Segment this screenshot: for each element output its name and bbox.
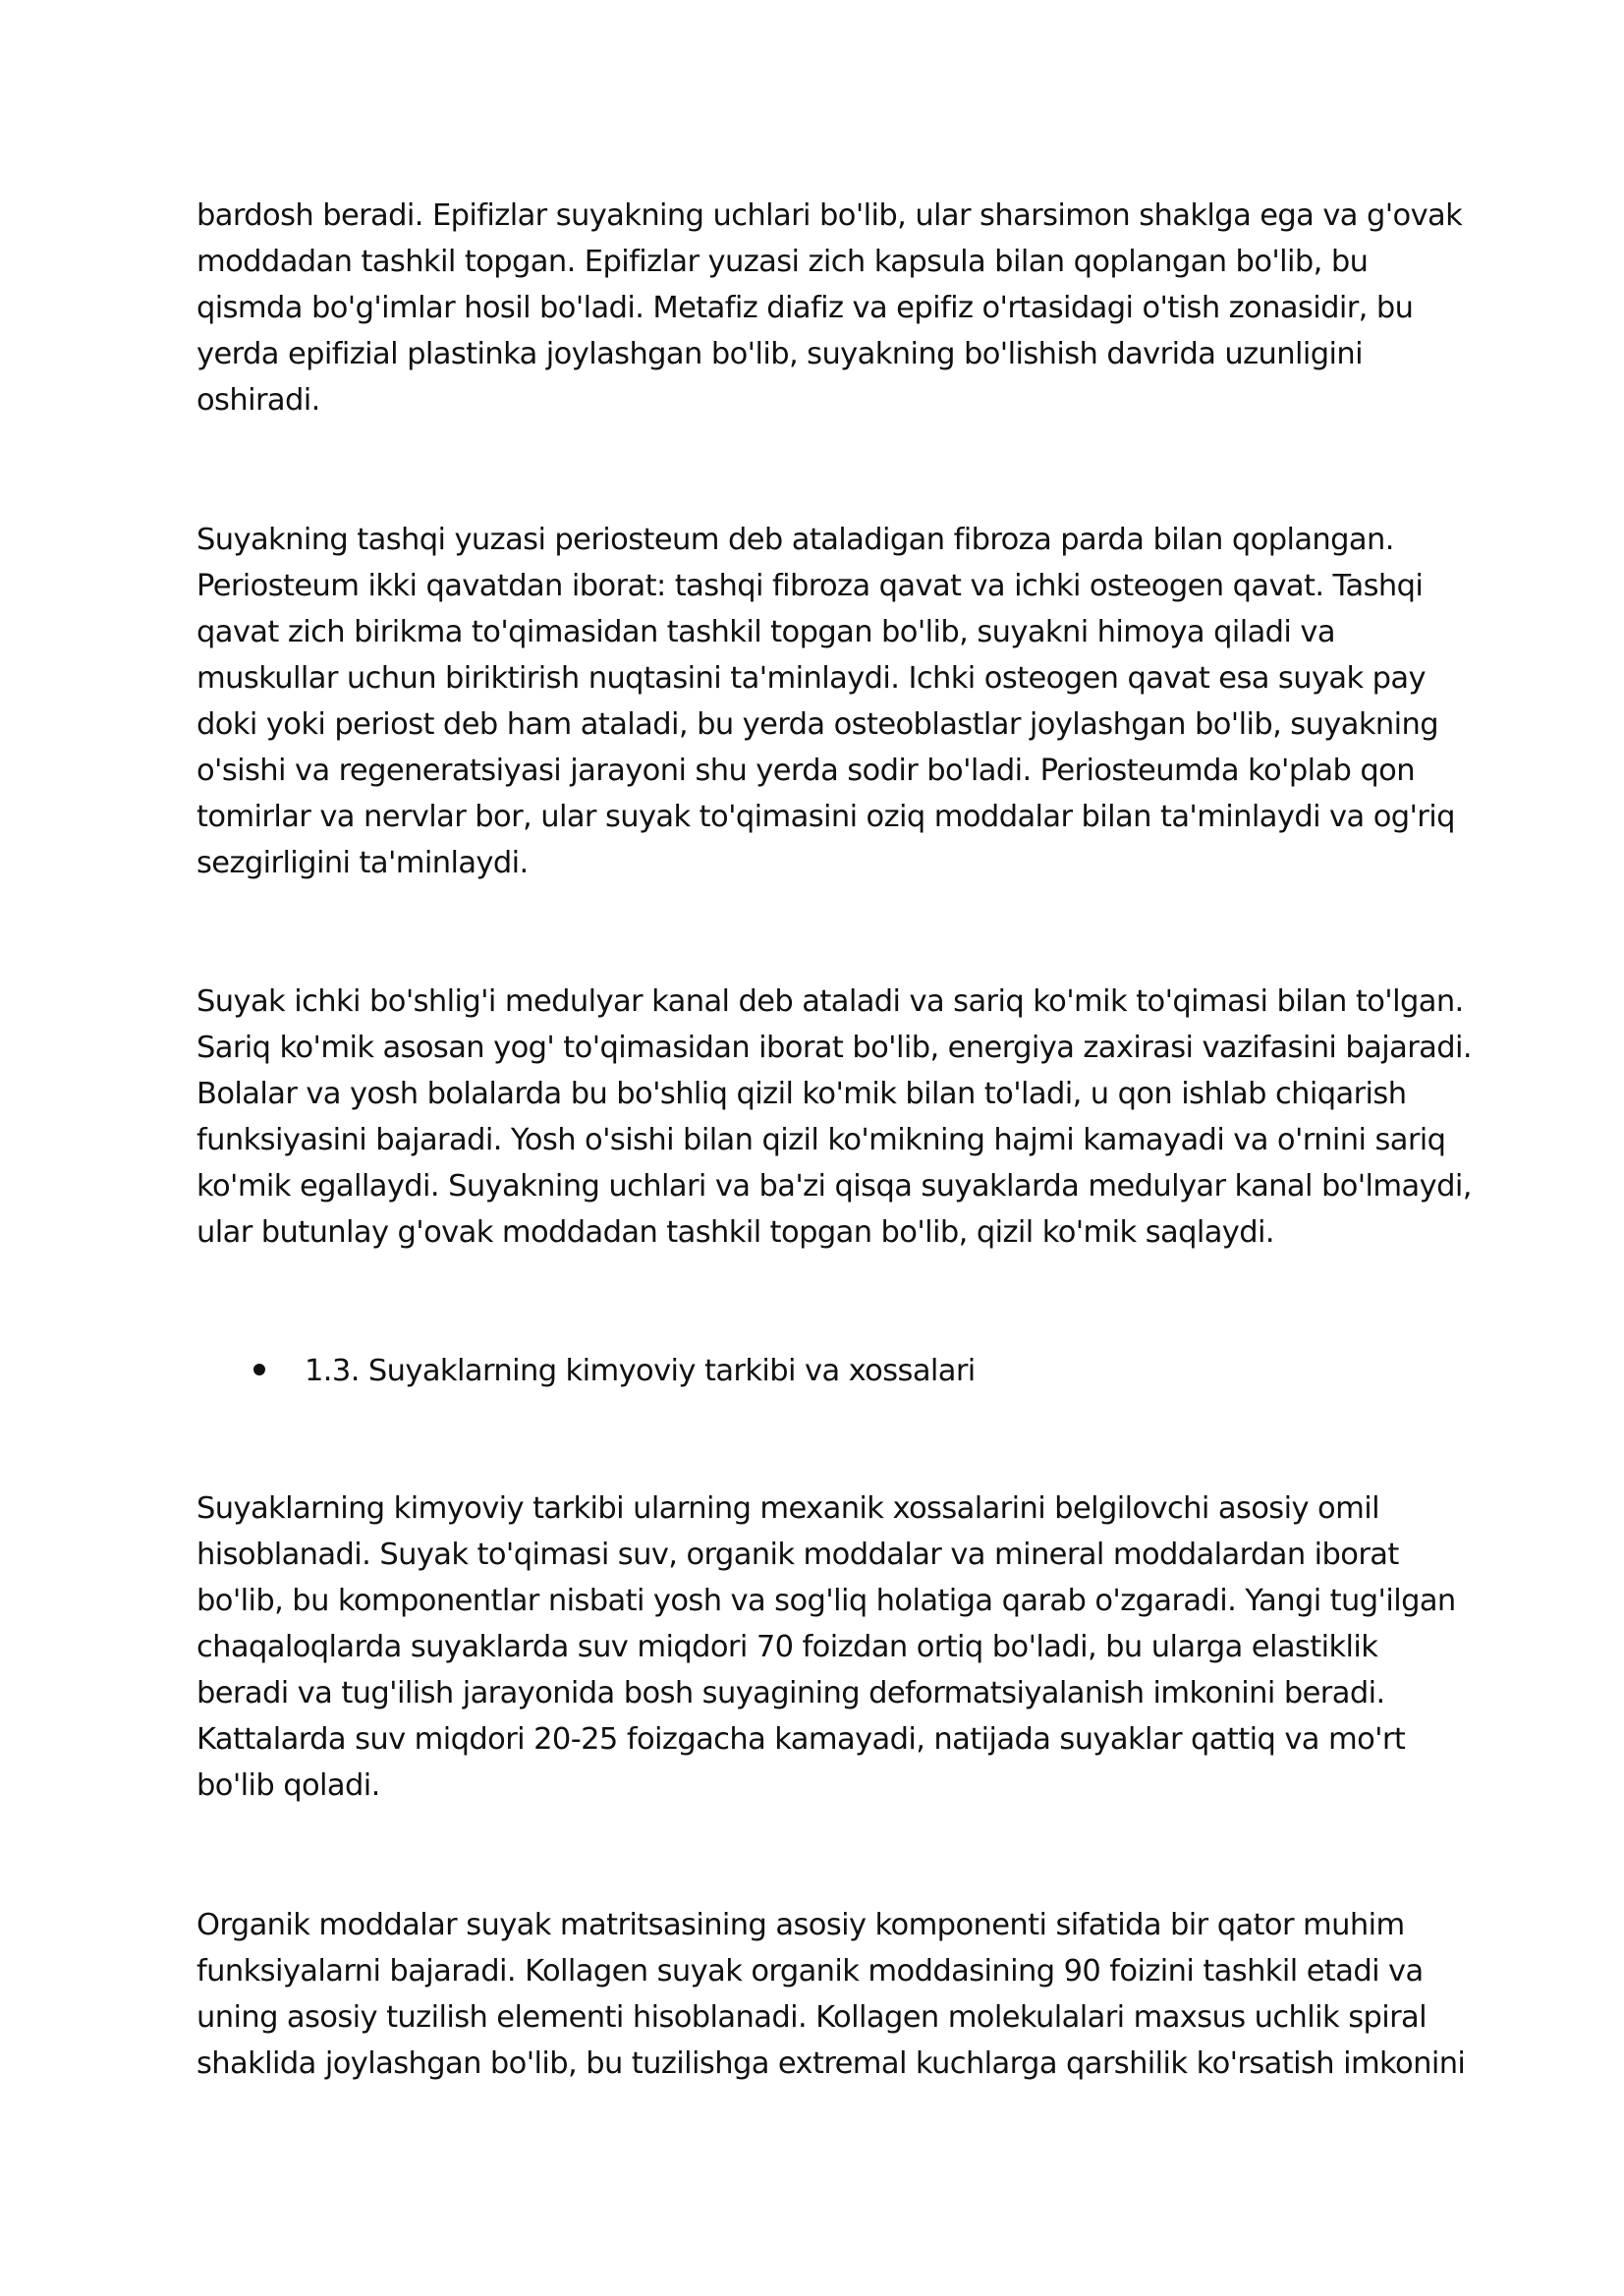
text-line: uning asosiy tuzilish elementi hisoblanadi. Kollagen molekulalari maxsus uchlik spiral <box>196 2000 1428 2035</box>
text-line: ko'mik egallaydi. Suyakning uchlari va ba'zi qisqa suyaklarda medulyar kanal bo'lmaydi, <box>196 1169 1472 1204</box>
text-line: bo'lib qoladi. <box>196 1768 380 1803</box>
paragraph-kimyoviy-tarkib <box>196 1485 1456 1809</box>
text-line: bardosh beradi. Epifizlar suyakning uchlari bo'lib, ular sharsimon shaklga ega va g'ovak <box>196 198 1463 233</box>
text-line: hisoblanadi. Suyak to'qimasi suv, organik moddalar va mineral moddalardan iborat <box>196 1538 1399 1572</box>
paragraph-organik-moddalar <box>196 1902 1465 2087</box>
text-line: chaqaloqlarda suyaklarda suv miqdori 70 foizdan ortiq bo'ladi, bu ularga elastiklik <box>196 1630 1378 1664</box>
text-line: Organik moddalar suyak matritsasining asosiy komponenti sifatida bir qator muhim <box>196 1908 1405 1942</box>
section-heading-text: 1.3. Suyaklarning kimyoviy tarkibi va xossalari <box>305 1354 976 1388</box>
paragraph-medulyar-kanal <box>196 979 1472 1256</box>
text-line: tomirlar va nervlar bor, ular suyak to'qimasini oziq moddalar bilan ta'minlaydi va og'riq <box>196 800 1455 834</box>
text-line: bo'lib, bu komponentlar nisbati yosh va sog'liq holatiga qarab o'zgaradi. Yangi tug'ilgan <box>196 1584 1456 1618</box>
text-line: qismda bo'g'imlar hosil bo'ladi. Metafiz diafiz va epifiz o'rtasidagi o'tish zonasidir, bu <box>196 291 1414 325</box>
text-line: Suyak ichki bo'shlig'i medulyar kanal deb ataladi va sariq ko'mik to'qimasi bilan to'lgan. <box>196 984 1464 1019</box>
text-line: yerda epifizial plastinka joylashgan bo'lib, suyakning bo'lishish davrida uzunligini <box>196 337 1363 371</box>
text-line: beradi va tug'ilish jarayonida bosh suyagining deformatsiyalanish imkonini beradi. <box>196 1676 1385 1710</box>
text-line: o'sishi va regeneratsiyasi jarayoni shu yerda sodir bo'ladi. Periosteumda ko'plab qon <box>196 754 1415 788</box>
bullet-icon <box>253 1364 265 1375</box>
text-line: muskullar uchun biriktirish nuqtasini ta'minlaydi. Ichki osteogen qavat esa suyak pay <box>196 661 1426 696</box>
text-line: Periosteum ikki qavatdan iborat: tashqi fibroza qavat va ichki osteogen qavat. Tashqi <box>196 569 1424 603</box>
text-line: oshiradi. <box>196 383 320 418</box>
text-line: funksiyalarni bajaradi. Kollagen suyak organik moddasining 90 foizini tashkil etadi va <box>196 1954 1424 1988</box>
text-line: Suyakning tashqi yuzasi periosteum deb ataladigan fibroza parda bilan qoplangan. <box>196 523 1394 557</box>
text-line: moddadan tashkil topgan. Epifizlar yuzasi zich kapsula bilan qoplangan bo'lib, bu <box>196 245 1369 279</box>
text-line: shaklida joylashgan bo'lib, bu tuzilishga extremal kuchlarga qarshilik ko'rsatish imkonini <box>196 2046 1466 2081</box>
text-line: Bolalar va yosh bolalarda bu bo'shliq qizil ko'mik bilan to'ladi, u qon ishlab chiqarish <box>196 1077 1407 1111</box>
text-line: doki yoki periost deb ham ataladi, bu yerda osteoblastlar joylashgan bo'lib, suyakning <box>196 707 1438 742</box>
text-line: qavat zich birikma to'qimasidan tashkil topgan bo'lib, suyakni himoya qiladi va <box>196 615 1335 649</box>
text-line: Suyaklarning kimyoviy tarkibi ularning mexanik xossalarini belgilovchi asosiy omil <box>196 1491 1379 1526</box>
paragraph-epifiz <box>196 193 1462 423</box>
text-line: sezgirligini ta'minlaydi. <box>196 846 529 880</box>
text-line: funksiyasini bajaradi. Yosh o'sishi bilan qizil ko'mikning hajmi kamayadi va o'rnini sariq <box>196 1123 1446 1157</box>
section-heading-bullet <box>253 1348 976 1394</box>
text-line: Sariq ko'mik asosan yog' to'qimasidan iborat bo'lib, energiya zaxirasi vazifasini bajaradi. <box>196 1031 1472 1065</box>
text-line: Kattalarda suv miqdori 20-25 foizgacha kamayadi, natijada suyaklar qattiq va mo'rt <box>196 1722 1406 1757</box>
paragraph-periosteum <box>196 517 1455 886</box>
text-line: ular butunlay g'ovak moddadan tashkil topgan bo'lib, qizil ko'mik saqlaydi. <box>196 1215 1274 1250</box>
